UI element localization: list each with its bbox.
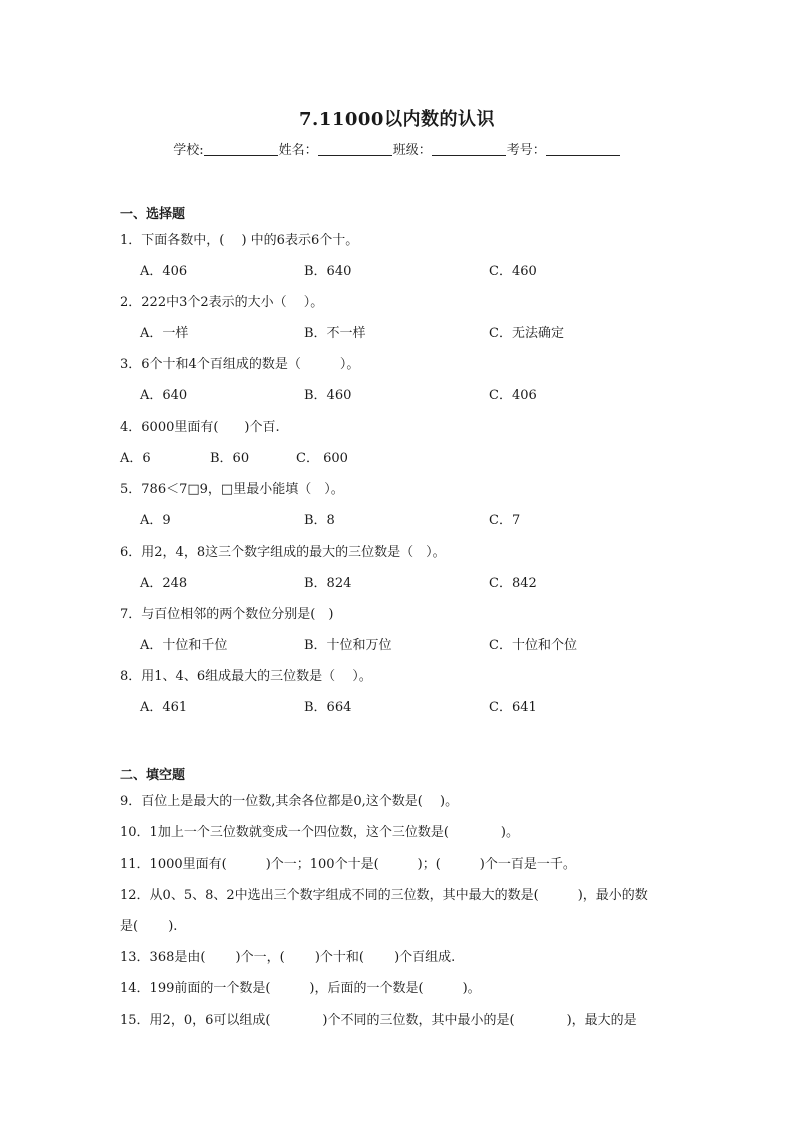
question-12-line-1: 12．从0、5、8、2中选出三个数字组成不同的三位数，其中最大的数是( )，最小的数 <box>120 888 648 903</box>
question-12-line-2: 是( ). <box>120 919 178 934</box>
question-10: 10．1加上一个三位数就变成一个四位数，这个三位数是( )。 <box>120 825 519 840</box>
option-b[interactable]: B．640 <box>304 264 352 279</box>
name-blank[interactable] <box>318 142 392 156</box>
question-1: 1．下面各数中，( ) 中的6表示6个十。 <box>120 233 359 248</box>
question-5: 5．786＜7□9，□里最小能填（ ）。 <box>120 482 344 497</box>
option-b[interactable]: B．824 <box>304 576 352 591</box>
question-3: 3．6个十和4个百组成的数是（ ）。 <box>120 357 360 372</box>
school-label: 学校: <box>173 143 204 158</box>
student-info-line <box>0 139 794 158</box>
class-label: 班级： <box>392 143 432 158</box>
question-5-options <box>0 509 794 527</box>
question-4-options <box>0 447 794 465</box>
question-2: 2．222中3个2表示的大小（ ）。 <box>120 295 324 310</box>
question-4: 4．6000里面有( )个百. <box>120 420 280 435</box>
question-8-options <box>0 696 794 714</box>
question-2-options <box>0 322 794 340</box>
school-blank[interactable] <box>204 142 278 156</box>
option-c[interactable]: C．406 <box>489 388 537 403</box>
question-6-options <box>0 572 794 590</box>
option-a[interactable]: A．9 <box>140 513 171 528</box>
option-a[interactable]: A．406 <box>140 264 188 279</box>
option-b[interactable]: B．十位和万位 <box>304 638 392 653</box>
option-c[interactable]: C．842 <box>489 576 537 591</box>
question-7: 7．与百位相邻的两个数位分别是( ) <box>120 607 334 622</box>
option-b[interactable]: B．不一样 <box>304 326 366 341</box>
option-a[interactable]: A．248 <box>140 576 188 591</box>
option-c[interactable]: C．7 <box>489 513 521 528</box>
question-7-options <box>0 634 794 652</box>
option-b[interactable]: B．8 <box>304 513 335 528</box>
option-c[interactable]: C．十位和个位 <box>489 638 577 653</box>
question-3-options <box>0 384 794 402</box>
option-b[interactable]: B．60 <box>210 451 250 466</box>
name-label: 姓名： <box>278 143 318 158</box>
option-a[interactable]: A．十位和千位 <box>140 638 228 653</box>
question-8: 8．用1、4、6组成最大的三位数是（ ）。 <box>120 669 372 684</box>
question-9: 9．百位上是最大的一位数,其余各位都是0,这个数是( )。 <box>120 794 459 809</box>
section-heading-fill: 二、填空题 <box>120 768 186 783</box>
option-a[interactable]: A．6 <box>120 451 151 466</box>
option-a[interactable]: A．461 <box>140 700 188 715</box>
option-b[interactable]: B．460 <box>304 388 352 403</box>
page-title: 7.11000以内数的认识 <box>299 109 495 130</box>
option-c[interactable]: C．460 <box>489 264 537 279</box>
question-15: 15．用2，0，6可以组成( )个不同的三位数，其中最小的是( )，最大的是 <box>120 1013 637 1028</box>
option-c[interactable]: C．641 <box>489 700 537 715</box>
option-b[interactable]: B．664 <box>304 700 352 715</box>
option-a[interactable]: A．一样 <box>140 326 189 341</box>
question-14: 14．199前面的一个数是( )，后面的一个数是( )。 <box>120 981 481 996</box>
exam-no-blank[interactable] <box>546 142 620 156</box>
option-c[interactable]: C．无法确定 <box>489 326 564 341</box>
exam-no-label: 考号： <box>506 143 546 158</box>
option-a[interactable]: A．640 <box>140 388 188 403</box>
section-heading-choice: 一、选择题 <box>120 207 186 222</box>
question-11: 11．1000里面有( )个一；100个十是( )；( )个一百是一千。 <box>120 857 576 872</box>
class-blank[interactable] <box>432 142 506 156</box>
question-6: 6．用2，4，8这三个数字组成的最大的三位数是（ ）。 <box>120 545 446 560</box>
question-13: 13．368是由( )个一，( )个十和( )个百组成. <box>120 950 456 965</box>
option-c[interactable]: C． 600 <box>296 451 348 466</box>
question-1-options <box>0 260 794 278</box>
